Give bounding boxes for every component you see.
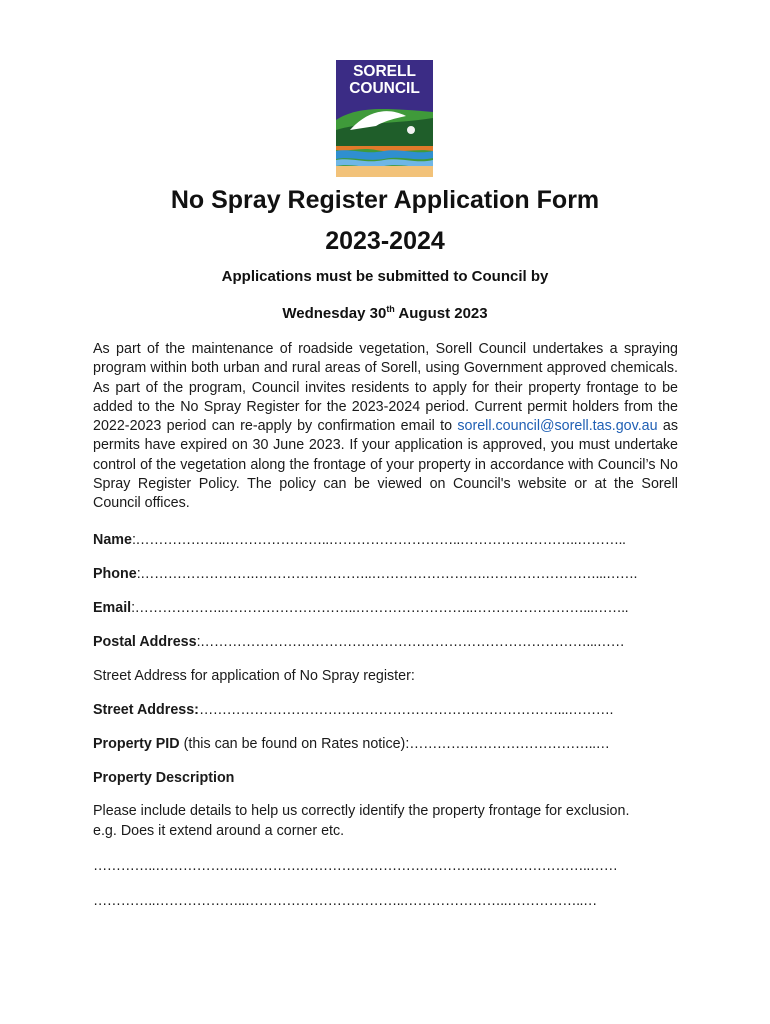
property-pid-note: (this can be found on Rates notice):: [179, 736, 410, 752]
property-pid-dotted-line[interactable]: …………………………………..…: [409, 736, 610, 752]
email-field[interactable]: [93, 599, 693, 617]
intro-text-before: As part of the maintenance of roadside vegetation, Sorell Council undertakes a spraying program within both urban and rural areas of Sorell, using Government approved chemicals. As part of the program, Council invites residents to apply for their property frontage to be added to the No Spray Register for the 2023-2024 period. Current permit holders from the 2022-2023 period can re-apply by confirmation email to: [93, 341, 678, 435]
help-line-1: Please include details to help us correctly identify the property frontage for exclusion.: [93, 803, 630, 819]
name-dotted-line[interactable]: :………………..…………………..………………………..……………………..………..: [131, 532, 626, 548]
street-address-note: Street Address for application of No Spray register:: [93, 668, 415, 684]
deadline-date-main: Wednesday 30: [282, 305, 387, 322]
logo-line-2: COUNCIL: [349, 80, 420, 97]
phone-field[interactable]: [93, 565, 693, 583]
deadline-date: [0, 304, 770, 322]
deadline-text: Applications must be submitted to Council by: [221, 268, 549, 285]
description-blank-line-1[interactable]: …………..………………..……………………………………………..…………………..……: [93, 858, 618, 874]
deadline-date-suffix: th: [386, 304, 395, 314]
email-label: Email: [93, 600, 132, 616]
street-address-label: Street Address:: [93, 702, 199, 718]
logo-sand: [336, 166, 433, 177]
email-dotted-line[interactable]: :………………..………………………..……………………..……………………...……..: [131, 600, 629, 616]
intro-text-after: as permits have expired on 30 June 2023. If your application is approved, you must undertake control of the vegetation along the frontage of your property in accordance with Council’s No Spray Register Policy. The policy can be viewed on Council's website or at the Sorell Council offices.: [93, 418, 678, 512]
help-line-2: e.g. Does it extend around a corner etc.: [93, 822, 345, 839]
logo-sun: [407, 126, 415, 134]
phone-label: Phone: [93, 566, 137, 582]
phone-dotted-line[interactable]: :…………………….……………………..…………………….……………………...…….: [136, 566, 638, 582]
postal-address-dotted-line[interactable]: :…………………………………………………………………………...……: [196, 634, 625, 650]
property-pid-label: Property PID: [93, 736, 180, 752]
property-pid-field[interactable]: [93, 735, 693, 753]
property-description-heading: [93, 769, 693, 787]
street-address-field[interactable]: [93, 701, 693, 719]
street-address-dotted-line[interactable]: ……………………………………………………………………...……….: [198, 702, 613, 718]
name-label: Name: [93, 532, 132, 548]
form-year: 2023-2024: [325, 227, 445, 255]
council-email-link[interactable]: sorell.council@sorell.tas.gov.au: [457, 418, 658, 435]
logo-line-1: SORELL: [353, 63, 416, 80]
deadline-date-month: August 2023: [394, 305, 488, 322]
property-description-help: [93, 802, 693, 841]
postal-address-label: Postal Address: [93, 634, 197, 650]
intro-paragraph: [93, 340, 678, 514]
form-title: No Spray Register Application Form: [170, 186, 600, 214]
description-blank-line-2[interactable]: …………..………………..……………………………..…………………..……………..…: [93, 893, 597, 909]
sorell-council-logo: [336, 60, 433, 177]
property-description-label: Property Description: [93, 770, 235, 786]
postal-address-field[interactable]: [93, 633, 693, 651]
name-field[interactable]: [93, 531, 693, 549]
